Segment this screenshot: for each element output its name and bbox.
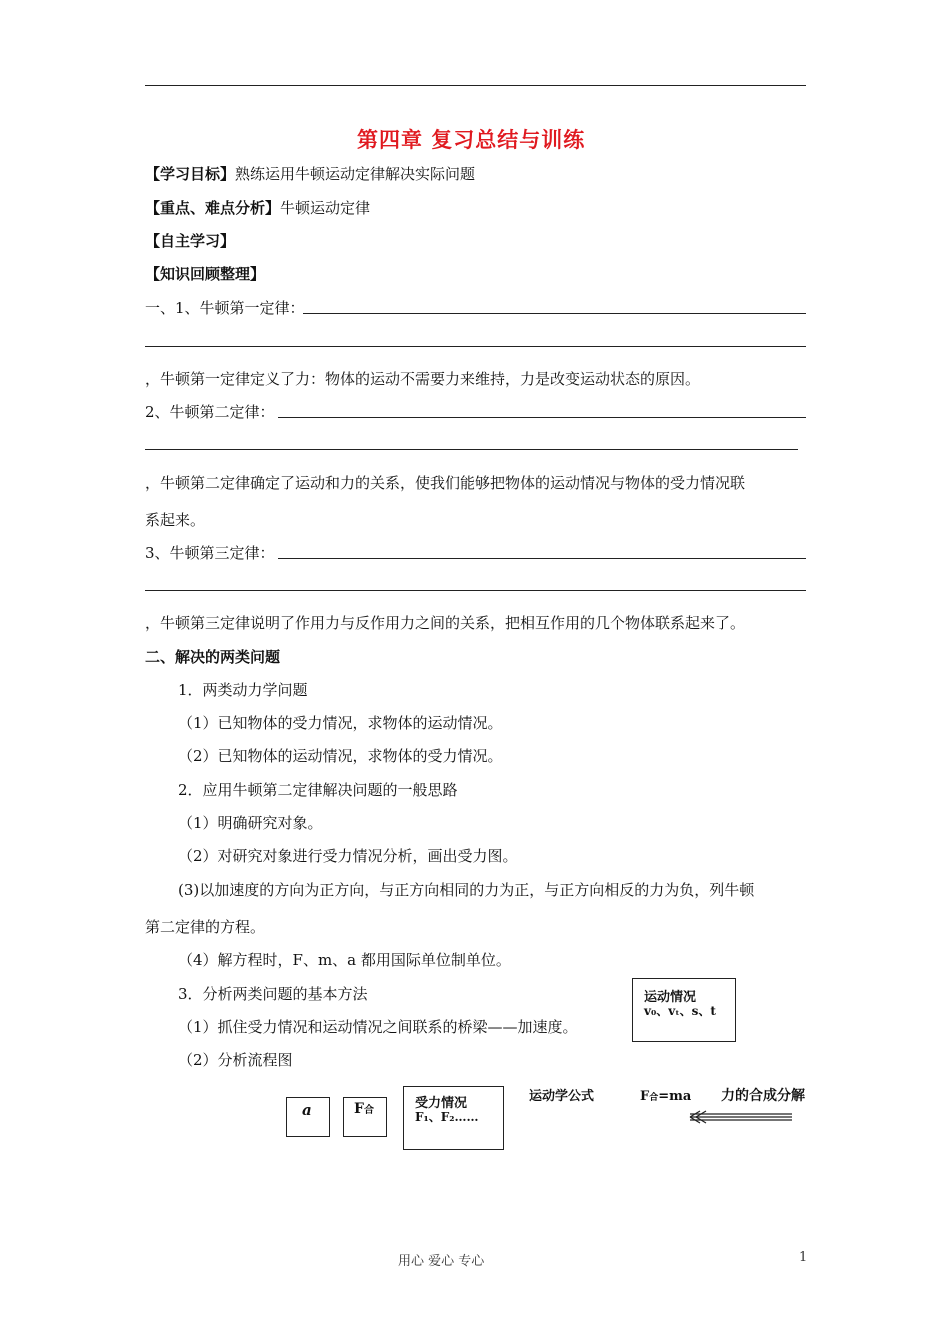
law2-blank-line-2 xyxy=(145,449,798,450)
key-points-label: 【重点、难点分析】 xyxy=(145,199,281,217)
section2-item2-d: （4）解方程时，F、m、a 都用国际单位制单位。 xyxy=(178,951,511,969)
newton-formula-label xyxy=(640,1089,691,1104)
section2-item1-a: （1）已知物体的受力情况，求物体的运动情况。 xyxy=(178,714,503,732)
motion-state-title: 运动情况 xyxy=(644,990,697,1005)
law1-blank-line-1 xyxy=(303,313,806,314)
law3-blank-line-2 xyxy=(145,590,806,591)
key-points xyxy=(145,197,370,218)
key-points-text: 牛顿运动定律 xyxy=(280,199,371,217)
law3-label: 3、牛顿第三定律： xyxy=(145,544,275,562)
section2-item1: 1．两类动力学问题 xyxy=(178,681,308,699)
section2-item2-a: （1）明确研究对象。 xyxy=(178,814,323,832)
section2-item2-c-line2: 第二定律的方程。 xyxy=(145,918,266,936)
self-study-heading: 【自主学习】 xyxy=(145,232,236,250)
section2-heading: 二、解决的两类问题 xyxy=(145,648,281,666)
page-number: 1 xyxy=(799,1250,808,1265)
force-state-title: 受力情况 xyxy=(415,1096,468,1111)
learning-goal-text: 熟练运用牛顿运动定律解决实际问题 xyxy=(235,165,476,183)
law1-blank-line-2 xyxy=(145,346,806,347)
header-rule xyxy=(145,85,806,86)
law2-note-line1: ，牛顿第二定律确定了运动和力的关系，使我们能够把物体的运动情况与物体的受力情况联 xyxy=(145,474,746,492)
section2-item2-b: （2）对研究对象进行受力情况分析，画出受力图。 xyxy=(178,847,518,865)
page-title: 第四章 复习总结与训练 xyxy=(357,127,586,152)
kinematics-formula-label: 运动学公式 xyxy=(529,1089,595,1104)
arrow-icon xyxy=(686,1110,794,1124)
footer-motto: 用心 爱心 专心 xyxy=(398,1254,485,1269)
section2-item1-b: （2）已知物体的运动情况，求物体的受力情况。 xyxy=(178,747,503,765)
force-state-vars: F₁、F₂…… xyxy=(415,1110,479,1124)
law2-blank-line-1 xyxy=(278,417,806,418)
law3-blank-line-1 xyxy=(278,558,806,559)
newton-formula-f: F xyxy=(640,1089,650,1104)
newton-formula-rest: =ma xyxy=(658,1089,692,1104)
law1-note: ，牛顿第一定律定义了力：物体的运动不需要力来维持，力是改变运动状态的原因。 xyxy=(145,370,701,388)
motion-state-vars: v₀、vₜ、s、t xyxy=(644,1004,716,1018)
section2-item3-b: （2）分析流程图 xyxy=(178,1051,293,1069)
net-force-sub: 合 xyxy=(363,1105,374,1116)
law3-note: ，牛顿第三定律说明了作用力与反作用力之间的关系，把相互作用的几个物体联系起来了。 xyxy=(145,614,746,632)
learning-goal xyxy=(145,163,475,184)
learning-goal-label: 【学习目标】 xyxy=(145,165,236,183)
law2-label: 2、牛顿第二定律： xyxy=(145,403,275,421)
newton-formula-sub: 合 xyxy=(649,1093,659,1103)
law2-note-line2: 系起来。 xyxy=(145,511,206,529)
net-force-symbol xyxy=(354,1101,374,1117)
section2-item3-a: （1）抓住受力情况和运动情况之间联系的桥梁——加速度。 xyxy=(178,1018,578,1036)
review-heading: 【知识回顾整理】 xyxy=(145,265,266,283)
law1-label: 一、1、牛顿第一定律： xyxy=(145,299,305,317)
force-composition-label: 力的合成分解 xyxy=(721,1088,805,1104)
acceleration-symbol: a xyxy=(302,1101,312,1119)
net-force-main: F xyxy=(354,1101,364,1117)
section2-item2-c-line1: (3)以加速度的方向为正方向，与正方向相同的力为正，与正方向相反的力为负，列牛顿 xyxy=(178,881,755,899)
section2-item3: 3．分析两类问题的基本方法 xyxy=(178,985,368,1003)
section2-item2: 2．应用牛顿第二定律解决问题的一般思路 xyxy=(178,781,458,799)
